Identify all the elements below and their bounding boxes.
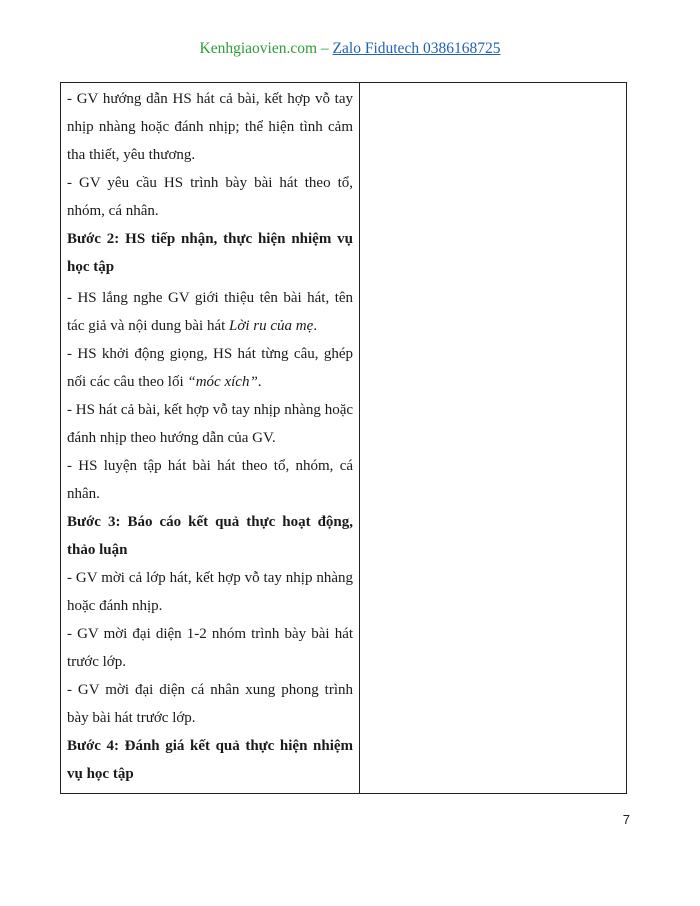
step-3-heading: Bước 3: Báo cáo kết quả thực hoạt động, thảo luận (67, 514, 354, 558)
paragraph-students-listen (67, 284, 353, 340)
paragraph-class-sing: - GV mời cả lớp hát, kết hợp vỗ tay nhịp nhàng hoặc đánh nhịp. (67, 570, 354, 614)
paragraph-individual-present: - GV mời đại diện cá nhân xung phong trình bày bài hát trước lớp. (67, 682, 354, 726)
lesson-table (60, 82, 627, 794)
chain-term: “móc xích” (187, 374, 258, 390)
students-listen-end: . (313, 318, 318, 334)
product-column (360, 83, 627, 794)
warmup-end: . (257, 374, 262, 390)
warmup-text: - HS khởi động giọng, HS hát từng câu, ghép nối các câu theo lối (67, 346, 354, 390)
paragraph-teacher-request: - GV yêu cầu HS trình bày bài hát theo tổ, nhóm, cá nhân. (67, 175, 354, 219)
song-title: Lời ru của mẹ (229, 318, 314, 334)
students-listen-text: - HS lắng nghe GV giới thiệu tên bài hát, tên tác giả và nội dung bài hát (67, 290, 354, 334)
paragraph-teacher-guidance: - GV hướng dẫn HS hát cả bài, kết hợp vỗ tay nhịp nhàng hoặc đánh nhịp; thể hiện tình cảm tha thiết, yêu thương. (67, 91, 354, 163)
site-name: Kenhgiaovien.com (199, 40, 318, 57)
product-content (360, 83, 626, 85)
step-2-heading: Bước 2: HS tiếp nhận, thực hiện nhiệm vụ học tập (67, 231, 354, 275)
paragraph-students-sing: - HS hát cả bài, kết hợp vỗ tay nhịp nhàng hoặc đánh nhịp theo hướng dẫn của GV. (67, 402, 354, 446)
paragraph-students-practice: - HS luyện tập hát bài hát theo tổ, nhóm, cá nhân. (67, 458, 354, 502)
step-4-heading: Bước 4: Đánh giá kết quả thực hiện nhiệm vụ học tập (67, 738, 354, 782)
header-separator: – (320, 40, 329, 57)
contact-link[interactable]: Zalo Fidutech 0386168725 (332, 40, 501, 57)
table-row (61, 83, 627, 794)
activity-content (61, 83, 359, 788)
page-header (0, 40, 700, 58)
paragraph-warmup (67, 340, 353, 396)
activity-column (61, 83, 360, 794)
paragraph-group-present: - GV mời đại diện 1-2 nhóm trình bày bài hát trước lớp. (67, 626, 354, 670)
page-number: 7 (622, 812, 630, 827)
